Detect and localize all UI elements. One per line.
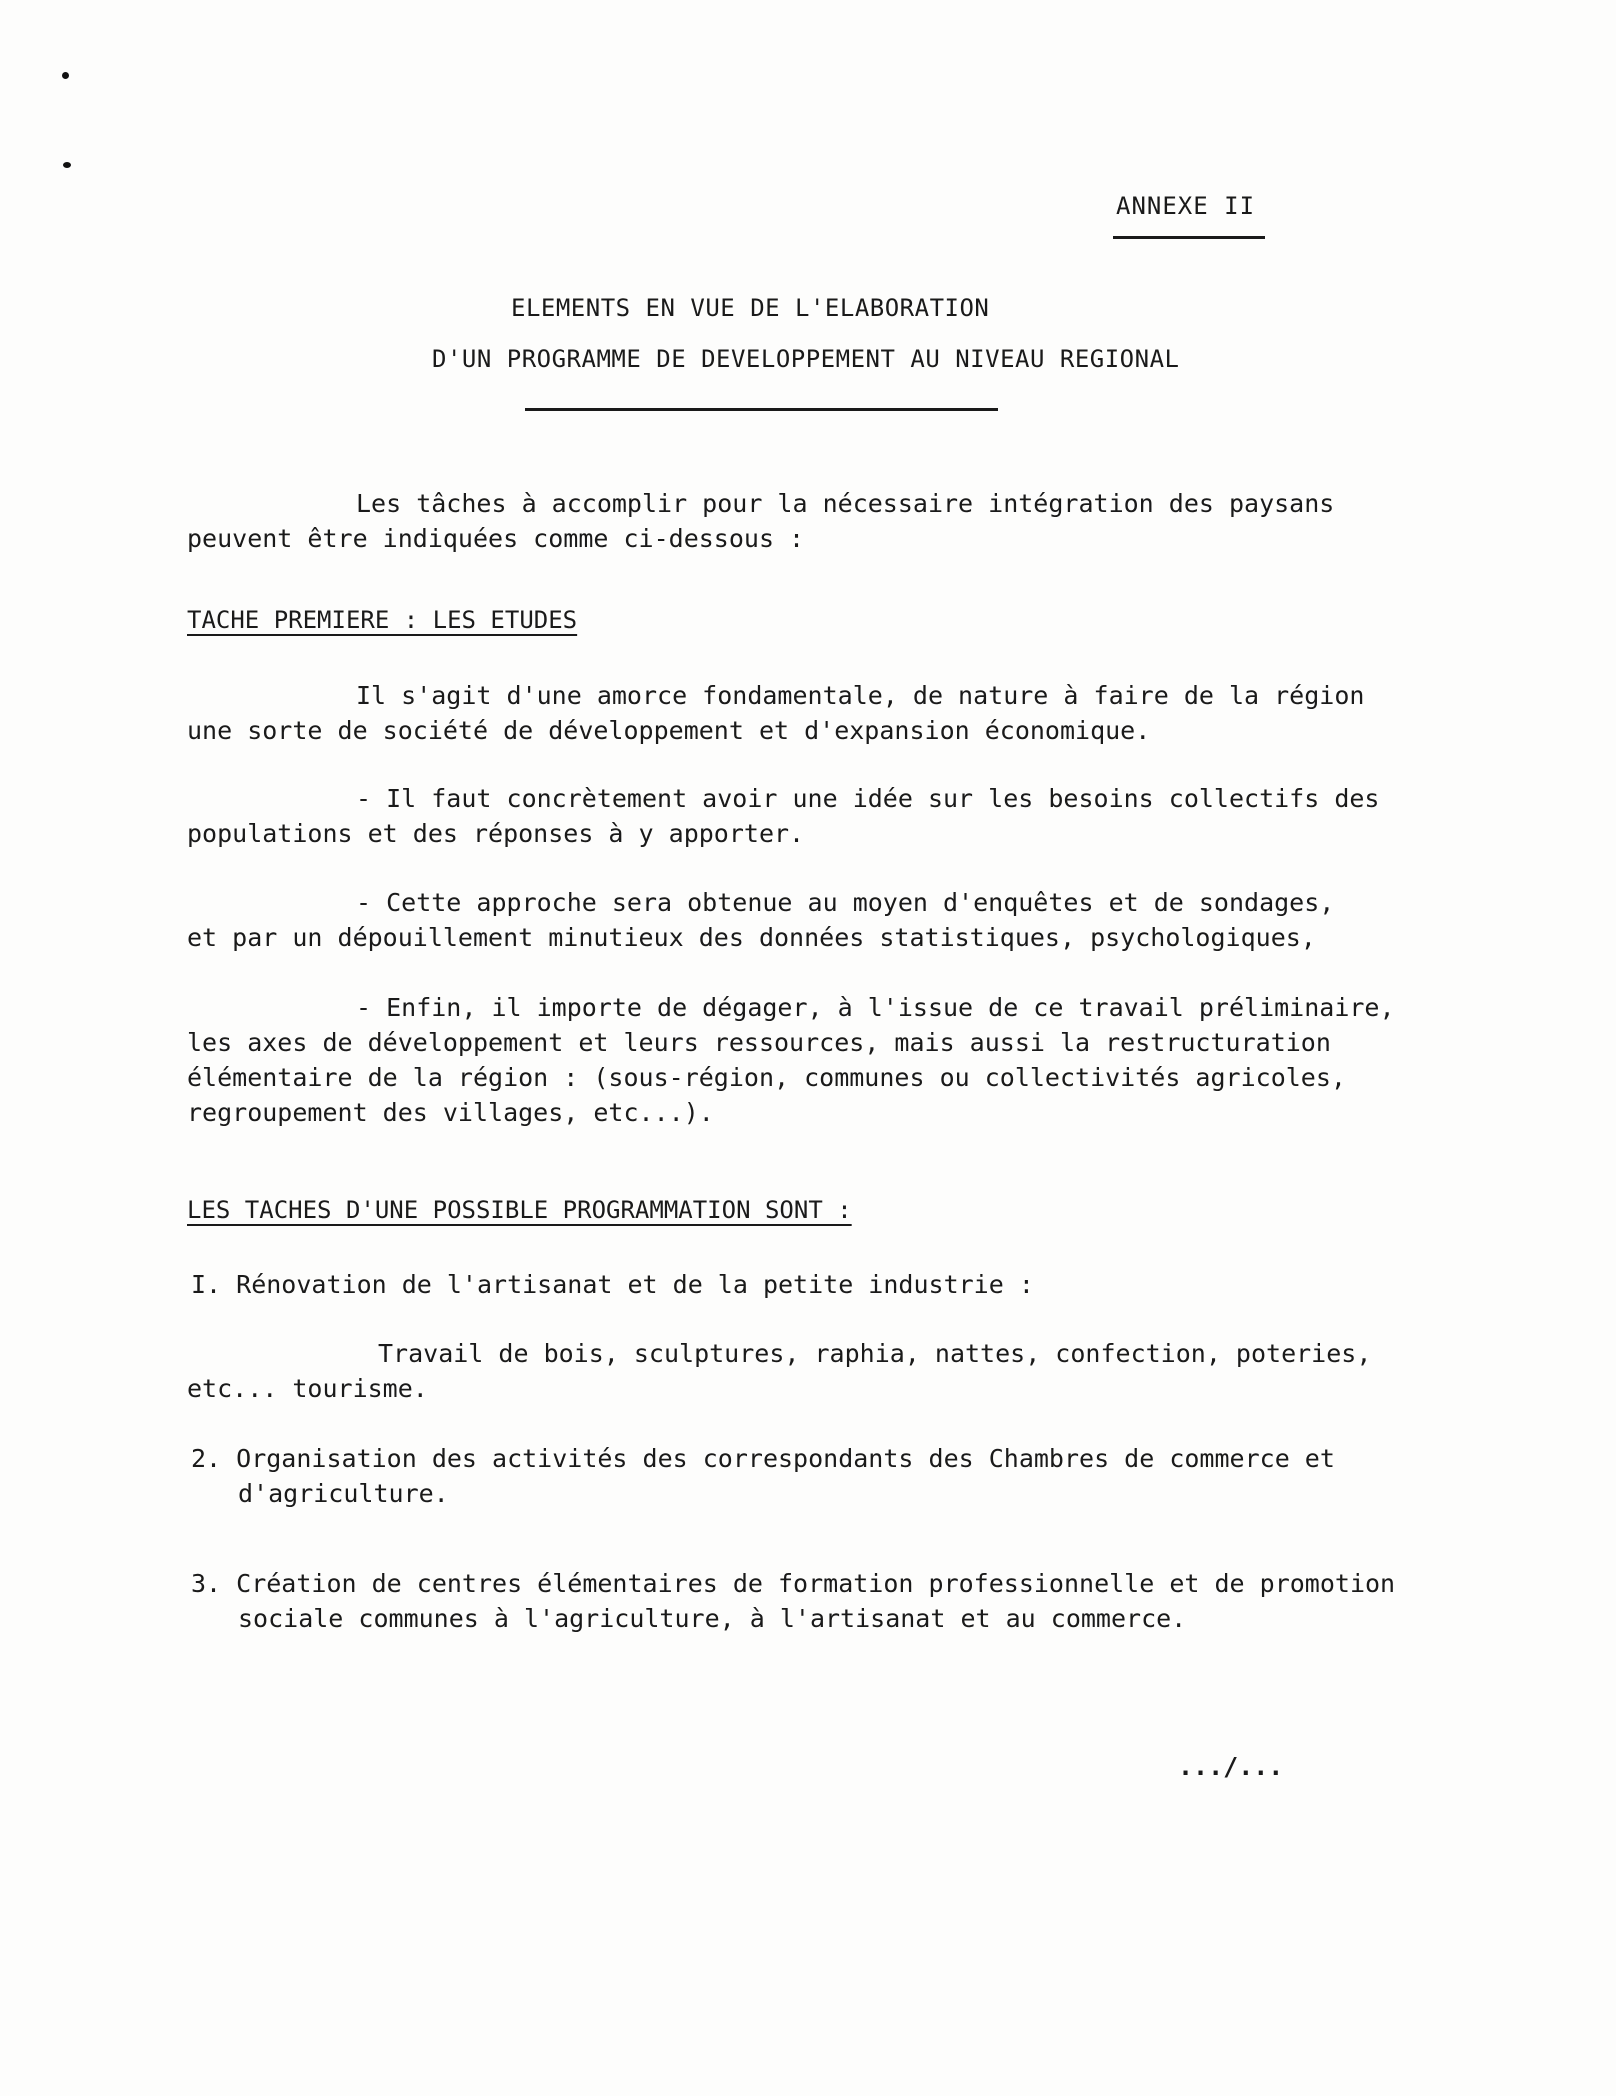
intro-line-1: Les tâches à accomplir pour la nécessaire intégration des paysans: [356, 489, 1335, 518]
intro-line-2: peuvent être indiquées comme ci-dessous :: [187, 524, 805, 553]
title-line-2: D'UN PROGRAMME DE DEVELOPPEMENT AU NIVEAU REGIONAL: [432, 345, 1180, 373]
s1-p4-line-2: les axes de développement et leurs ressources, mais aussi la restructuration: [187, 1028, 1331, 1057]
item-1-line-2: etc... tourisme.: [187, 1374, 428, 1403]
item-2-line-1: 2. Organisation des activités des correspondants des Chambres de commerce et: [191, 1444, 1335, 1473]
annex-label: ANNEXE II: [1116, 192, 1256, 220]
annex-underline: [1113, 236, 1265, 239]
s1-p3-line-2: et par un dépouillement minutieux des données statistiques, psychologiques,: [187, 923, 1316, 952]
item-3-line-1: 3. Création de centres élémentaires de formation professionnelle et de promotion: [191, 1569, 1396, 1598]
title-line-1: ELEMENTS EN VUE DE L'ELABORATION: [511, 294, 990, 322]
item-1-line-1: Travail de bois, sculptures, raphia, nattes, confection, poteries,: [378, 1339, 1372, 1368]
s1-p4-line-4: regroupement des villages, etc...).: [187, 1098, 714, 1127]
continuation-marker: .../...: [1178, 1752, 1284, 1781]
s1-p1-line-1: Il s'agit d'une amorce fondamentale, de nature à faire de la région: [356, 681, 1365, 710]
s1-p1-line-2: une sorte de société de développement et d'expansion économique.: [187, 716, 1151, 745]
s1-p3-line-1: - Cette approche sera obtenue au moyen d'enquêtes et de sondages,: [356, 888, 1335, 917]
title-underline: [525, 408, 998, 411]
item-1-title: I. Rénovation de l'artisanat et de la petite industrie :: [191, 1270, 1034, 1299]
section-1-heading: TACHE PREMIERE : LES ETUDES: [187, 606, 578, 634]
item-2-line-2: d'agriculture.: [238, 1479, 449, 1508]
s1-p2-line-2: populations et des réponses à y apporter.: [187, 819, 805, 848]
s1-p4-line-1: - Enfin, il importe de dégager, à l'issue de ce travail préliminaire,: [356, 993, 1395, 1022]
scan-mark: [63, 162, 71, 168]
s1-p2-line-1: - Il faut concrètement avoir une idée sur les besoins collectifs des: [356, 784, 1380, 813]
scan-mark: [62, 72, 69, 79]
s1-p4-line-3: élémentaire de la région : (sous-région, communes ou collectivités agricoles,: [187, 1063, 1346, 1092]
item-3-line-2: sociale communes à l'agriculture, à l'artisanat et au commerce.: [238, 1604, 1187, 1633]
section-2-heading: LES TACHES D'UNE POSSIBLE PROGRAMMATION SONT :: [187, 1196, 852, 1224]
